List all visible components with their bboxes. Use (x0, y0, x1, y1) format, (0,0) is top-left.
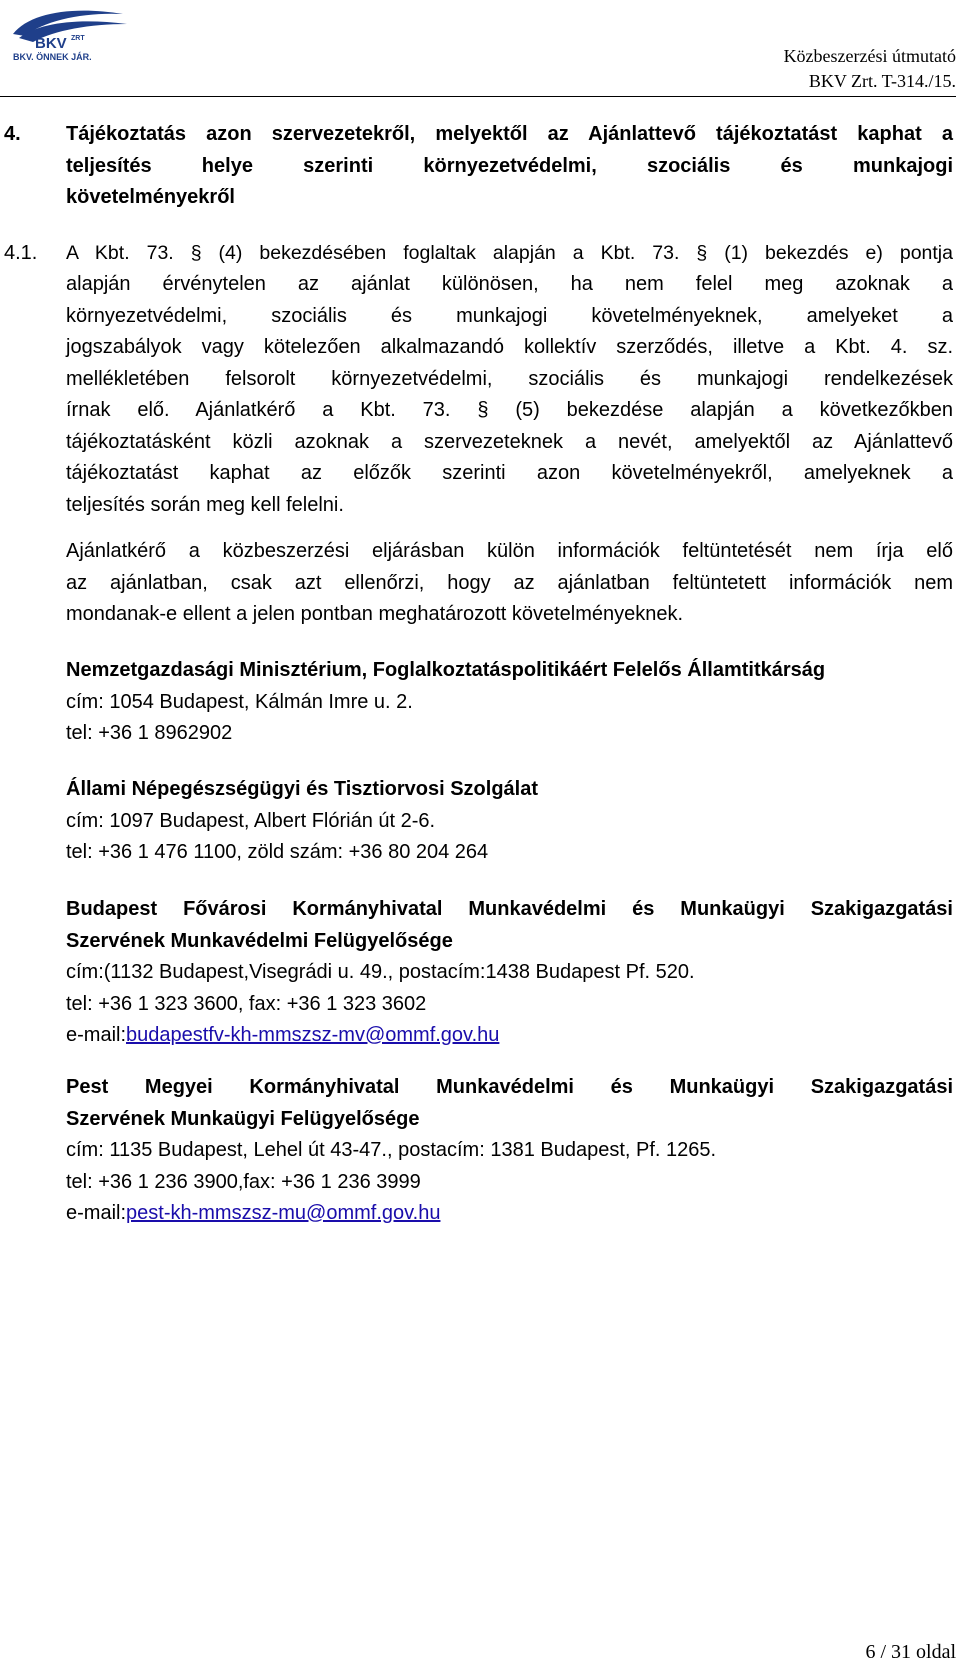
email-link[interactable]: budapestfv-kh-mmszsz-mv@ommf.gov.hu (126, 1024, 500, 1046)
logo-sup: ZRT (71, 35, 85, 42)
organization-email-row (66, 1020, 953, 1052)
organization-name: Szervének Munkavédelmi Felügyelősége (66, 929, 453, 952)
organization-block (66, 774, 953, 869)
organization-phone: tel: +36 1 323 3600, fax: +36 1 323 3602 (66, 992, 427, 1015)
section-number: 4. (4, 123, 21, 145)
doc-title: Közbeszerzési útmutató (783, 46, 956, 66)
organization-phone: tel: +36 1 476 1100, zöld szám: +36 80 204 264 (66, 841, 489, 863)
organization-name: Pest Megyei Kormányhivatal Munkavédelmi és Munkaügyi Szakigazgatási (66, 1076, 953, 1098)
paragraph-line: írnak elő. Ajánlatkérő a Kbt. 73. § (5) bekezdése alapján a következőkben (66, 399, 953, 421)
paragraph-line: jogszabályok vagy kötelezően alkalmazandó kollektív szerződés, illetve a Kbt. 4. sz. (66, 336, 953, 358)
organization-address: cím: 1054 Budapest, Kálmán Imre u. 2. (66, 690, 413, 713)
doc-info (784, 44, 956, 94)
section-heading-line: Tájékoztatás azon szervezetekről, melyektől az Ajánlattevő tájékoztatást kaphat a (66, 123, 953, 145)
paragraph-line: teljesítés során meg kell felelni. (66, 493, 344, 516)
paragraph-line: alapján érvénytelen az ajánlat különösen, ha nem felel meg azoknak a (66, 273, 953, 295)
paragraph-line: mondanak-e ellent a jelen pontban meghatározott követelményeknek. (66, 603, 684, 625)
section-heading-line: teljesítés helye szerinti környezetvédelmi, szociális és munkajogi (66, 154, 953, 177)
organization-block (66, 894, 953, 1052)
paragraph-line: tájékoztatást kaphat az előzők szerinti azon követelményekről, amelyeknek a (66, 462, 953, 484)
subsection-number: 4.1. (4, 242, 38, 264)
subsection-first-line-block (66, 238, 953, 270)
subsection-first-line: A Kbt. 73. § (4) bekezdésében foglaltak alapján a Kbt. 73. § (1) bekezdés e) pontja (66, 242, 953, 264)
page-header (0, 0, 960, 100)
page-number: 6 / 31 oldal (865, 1641, 956, 1663)
logo-text: BKV (35, 35, 67, 52)
doc-code: BKV Zrt. T-314./15. (808, 71, 956, 91)
organization-block (66, 1072, 953, 1230)
organization-address: cím: 1135 Budapest, Lehel út 43-47., postacím: 1381 Budapest, Pf. 1265. (66, 1139, 717, 1161)
email-label: e-mail: (66, 1202, 127, 1224)
paragraph-line: Ajánlatkérő a közbeszerzési eljárásban külön információk feltüntetését nem írja elő (66, 540, 953, 562)
email-link[interactable]: pest-kh-mmszsz-mu@ommf.gov.hu (126, 1202, 441, 1224)
organization-block (66, 655, 953, 750)
paragraph-line: tájékoztatásként közli azoknak a szervezeteknek a nevét, amelyektől az Ajánlattevő (66, 430, 953, 453)
section-heading-line: követelményekről (66, 186, 235, 208)
organization-name: Állami Népegészségügyi és Tisztiorvosi Szolgálat (66, 778, 539, 800)
info-paragraph (66, 536, 953, 631)
section-heading (66, 119, 953, 214)
subsection-paragraph (66, 269, 953, 521)
paragraph-line: környezetvédelmi, szociális és munkajogi követelményeknek, amelyeket a (66, 304, 953, 327)
bkv-logo (5, 4, 133, 64)
organization-phone: tel: +36 1 236 3900,fax: +36 1 236 3999 (66, 1170, 421, 1193)
email-label: e-mail: (66, 1024, 127, 1046)
organization-name: Budapest Fővárosi Kormányhivatal Munkavédelmi és Munkaügyi Szakigazgatási (66, 898, 953, 920)
organization-phone: tel: +36 1 8962902 (66, 722, 233, 744)
header-divider (0, 96, 956, 97)
organization-email-row (66, 1198, 953, 1230)
paragraph-line: az ajánlatban, csak azt ellenőrzi, hogy az ajánlatban feltüntetett információk nem (66, 571, 953, 594)
organization-name: Szervének Munkaügyi Felügyelősége (66, 1107, 420, 1130)
organization-address: cím:(1132 Budapest,Visegrádi u. 49., postacím:1438 Budapest Pf. 520. (66, 961, 695, 983)
organization-address: cím: 1097 Budapest, Albert Flórián út 2-6. (66, 809, 436, 832)
logo-slogan: BKV. ÖNNEK JÁR. (13, 52, 92, 62)
paragraph-line: mellékletében felsorolt környezetvédelmi, szociális és munkajogi rendelkezések (66, 367, 953, 390)
organization-name: Nemzetgazdasági Minisztérium, Foglalkoztatáspolitikáért Felelős Államtitkárság (66, 659, 826, 681)
